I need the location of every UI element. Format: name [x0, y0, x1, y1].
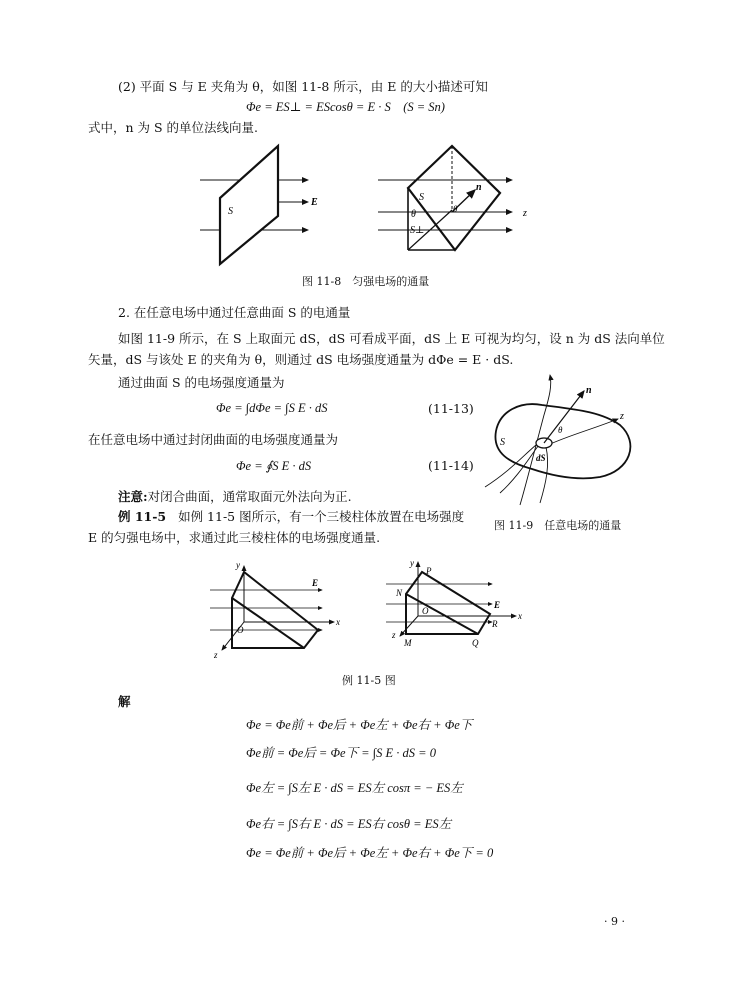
- solution-line-2: Φe前 = Φe后 = Φe下 = ∫S E · dS = 0: [246, 746, 436, 760]
- example-label: 例 11-5: [118, 509, 167, 524]
- equation-11-14: Φe = ∮S E · dS: [236, 459, 312, 473]
- section2-title: 2. 在任意电场中通过任意曲面 S 的电通量: [118, 305, 351, 320]
- page-number: · 9 ·: [604, 915, 625, 928]
- label-e: E: [494, 600, 501, 610]
- example-11-5-figure: [200, 558, 540, 668]
- label-o: O: [422, 606, 429, 616]
- section2-para2: 矢量，dS 与该处 E 的夹角为 θ，则通过 dS 电场强度通量为 dΦe = E · dS.: [88, 352, 514, 367]
- label-y: y: [236, 560, 240, 570]
- part2-line1: (2) 平面 S 与 E 夹角为 θ，如图 11-8 所示，由 E 的大小描述可知: [118, 79, 488, 94]
- label-x: x: [336, 617, 340, 627]
- figure-11-9: [480, 375, 650, 510]
- label-n: n: [586, 385, 592, 396]
- label-z: z: [620, 411, 624, 422]
- note-text: 对闭合曲面，通常取面元外法向为正.: [147, 489, 352, 504]
- label-s: S: [500, 437, 505, 448]
- label-s: S: [228, 206, 233, 217]
- figure-11-8: [190, 140, 550, 270]
- label-z: z: [392, 630, 396, 640]
- solution-label: 解: [118, 694, 131, 709]
- example-line1: [118, 507, 464, 525]
- label-theta1: θ: [411, 209, 416, 220]
- label-s2: S: [419, 192, 424, 203]
- formula-flux-uniform: Φe = ES⊥ = EScosθ = E · S (S = Sn): [246, 100, 445, 114]
- note: [118, 487, 352, 505]
- solution-line-4: Φe右 = ∫S右 E · dS = ES右 cosθ = ES左: [246, 817, 452, 831]
- label-o: O: [237, 625, 244, 635]
- plane-s: [220, 146, 278, 264]
- label-n: n: [476, 182, 482, 193]
- solution-line-5: Φe = Φe前 + Φe后 + Φe左 + Φe右 + Φe下 = 0: [246, 846, 494, 860]
- figure-11-9-caption: 图 11-9 任意电场的通量: [494, 519, 622, 532]
- closed-surface: [495, 404, 630, 478]
- example-text2: E 的匀强电场中，求通过此三棱柱体的电场强度通量.: [88, 530, 381, 545]
- label-e: E: [312, 578, 319, 588]
- label-e: E: [311, 197, 318, 208]
- figure-11-8-caption: 图 11-8 匀强电场的通量: [302, 275, 430, 288]
- label-x: x: [518, 611, 522, 621]
- label-y: y: [410, 558, 414, 568]
- section2-para1: 如图 11-9 所示，在 S 上取面元 dS，dS 可看成平面，dS 上 E 可视为均匀，设 n 为 dS 法向单位: [118, 331, 665, 346]
- prism-left: [232, 572, 318, 648]
- label-r: R: [492, 619, 498, 629]
- note-label: 注意:: [118, 489, 148, 504]
- label-theta: θ: [558, 425, 563, 435]
- label-ds: dS: [536, 453, 546, 463]
- example-figure-caption: 例 11-5 图: [342, 674, 396, 687]
- label-m: M: [404, 638, 412, 648]
- label-n: N: [396, 588, 403, 598]
- label-z: z: [214, 650, 218, 660]
- label-sperp: S⊥: [410, 225, 425, 236]
- equation-11-13: Φe = ∫dΦe = ∫S E · dS: [216, 401, 328, 415]
- prism-right: [406, 572, 490, 634]
- equation-11-14-number: (11-14): [428, 458, 474, 473]
- equation-11-13-number: (11-13): [428, 401, 474, 416]
- part2-line2: 式中，n 为 S 的单位法线向量.: [88, 120, 259, 135]
- label-theta2: θ: [453, 204, 458, 214]
- example-text1: 如例 11-5 图所示，有一个三棱柱体放置在电场强度: [178, 509, 465, 524]
- solution-line-1: Φe = Φe前 + Φe后 + Φe左 + Φe右 + Φe下: [246, 718, 473, 732]
- section2-para4: 在任意电场中通过封闭曲面的电场强度通量为: [88, 432, 339, 447]
- label-p: P: [426, 566, 432, 576]
- label-q: Q: [472, 638, 479, 648]
- label-z: z: [523, 208, 527, 219]
- solution-line-3: Φe左 = ∫S左 E · dS = ES左 cosπ = − ES左: [246, 781, 463, 795]
- section2-para3: 通过曲面 S 的电场强度通量为: [118, 375, 285, 390]
